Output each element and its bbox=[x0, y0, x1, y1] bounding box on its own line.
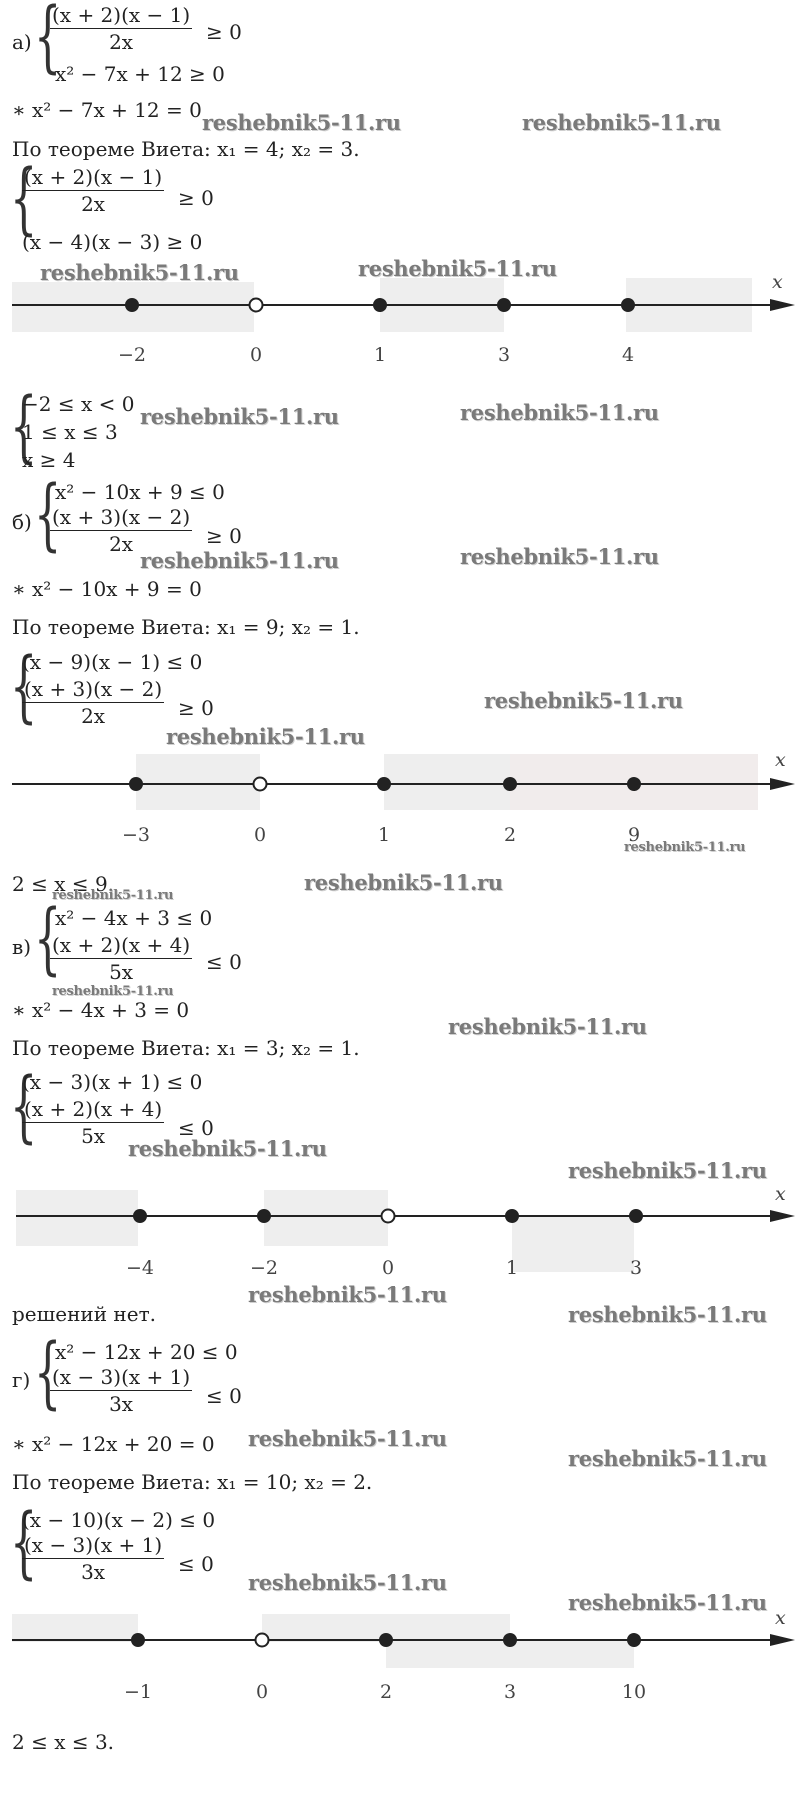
tick-label: 0 bbox=[253, 824, 267, 846]
number-line-a bbox=[0, 272, 809, 367]
watermark: reshebnik5-11.ru bbox=[248, 1570, 447, 1595]
fraction-denominator: 2x bbox=[109, 532, 134, 556]
watermark: reshebnik5-11.ru bbox=[248, 1282, 447, 1307]
aux-equation: ∗ x² − 4x + 3 = 0 bbox=[12, 998, 190, 1022]
system-brace: { bbox=[34, 894, 62, 984]
filled-point bbox=[503, 1633, 517, 1647]
tick-label: 10 bbox=[621, 1681, 647, 1703]
tick-label: −2 bbox=[249, 1257, 279, 1279]
system-brace: { bbox=[10, 1062, 38, 1152]
filled-point bbox=[257, 1209, 271, 1223]
fraction bbox=[50, 934, 192, 983]
system-line: (x − 9)(x − 1) ≤ 0 bbox=[22, 650, 203, 674]
open-point bbox=[382, 1210, 395, 1223]
aux-equation: ∗ x² − 7x + 12 = 0 bbox=[12, 98, 202, 122]
filled-point bbox=[373, 298, 387, 312]
relation: ≤ 0 bbox=[178, 1116, 214, 1140]
fraction bbox=[50, 1366, 192, 1415]
number-line-b bbox=[0, 752, 809, 847]
number-line-c bbox=[0, 1188, 809, 1288]
vieta-line: По теореме Виета: x₁ = 3; x₂ = 1. bbox=[12, 1036, 360, 1060]
system-brace: { bbox=[34, 0, 62, 82]
system-line: (x − 10)(x − 2) ≤ 0 bbox=[22, 1508, 216, 1532]
axis-variable: x bbox=[772, 272, 783, 293]
tick-label: −1 bbox=[123, 1681, 153, 1703]
watermark: reshebnik5-11.ru bbox=[460, 544, 659, 569]
watermark: reshebnik5-11.ru bbox=[568, 1158, 767, 1183]
tick-label: 2 bbox=[503, 824, 517, 846]
tick-label: 2 bbox=[379, 1681, 393, 1703]
tick-label: −2 bbox=[117, 344, 147, 366]
watermark: reshebnik5-11.ru bbox=[166, 724, 365, 749]
fraction-numerator: (x + 2)(x + 4) bbox=[52, 933, 191, 957]
watermark: reshebnik5-11.ru bbox=[624, 840, 746, 855]
watermark: reshebnik5-11.ru bbox=[52, 984, 174, 999]
watermark: reshebnik5-11.ru bbox=[140, 404, 339, 429]
fraction-numerator: (x − 3)(x + 1) bbox=[24, 1533, 163, 1557]
part-b-label: б) bbox=[12, 510, 32, 534]
axis-arrow bbox=[770, 1634, 795, 1646]
axis-variable: x bbox=[775, 752, 786, 771]
tick-label: 0 bbox=[249, 344, 263, 366]
system-line: (x − 4)(x − 3) ≥ 0 bbox=[22, 230, 203, 254]
tick-label: −4 bbox=[125, 1257, 155, 1279]
fraction-numerator: (x + 3)(x − 2) bbox=[52, 505, 191, 529]
watermark: reshebnik5-11.ru bbox=[522, 110, 721, 135]
fraction bbox=[22, 1534, 164, 1583]
watermark: reshebnik5-11.ru bbox=[568, 1590, 767, 1615]
filled-point bbox=[627, 777, 641, 791]
tick-label: 0 bbox=[381, 1257, 395, 1279]
filled-point bbox=[125, 298, 139, 312]
tick-label: 0 bbox=[255, 1681, 269, 1703]
part-a-label: а) bbox=[12, 30, 32, 54]
relation: ≤ 0 bbox=[206, 1384, 242, 1408]
axis-variable: x bbox=[775, 1612, 786, 1629]
system-brace: { bbox=[10, 154, 38, 244]
fraction-denominator: 5x bbox=[81, 1124, 106, 1148]
system-brace: { bbox=[10, 642, 38, 732]
watermark: reshebnik5-11.ru bbox=[304, 870, 503, 895]
system-brace: { bbox=[34, 470, 62, 560]
fraction-numerator: (x + 3)(x − 2) bbox=[24, 677, 163, 701]
tick-label: 9 bbox=[627, 824, 641, 846]
filled-point bbox=[503, 777, 517, 791]
relation: ≥ 0 bbox=[178, 186, 214, 210]
answer-d: 2 ≤ x ≤ 3. bbox=[12, 1730, 115, 1754]
open-point bbox=[250, 299, 263, 312]
tick-label: 1 bbox=[505, 1257, 519, 1279]
watermark: reshebnik5-11.ru bbox=[460, 400, 659, 425]
axis-arrow bbox=[770, 299, 795, 311]
system-line: x² − 4x + 3 ≤ 0 bbox=[55, 906, 213, 930]
fraction-denominator: 2x bbox=[81, 704, 106, 728]
filled-point bbox=[629, 1209, 643, 1223]
watermark: reshebnik5-11.ru bbox=[128, 1136, 327, 1161]
shaded-region bbox=[12, 1614, 138, 1642]
aux-equation: ∗ x² − 10x + 9 = 0 bbox=[12, 577, 202, 601]
relation: ≥ 0 bbox=[206, 524, 242, 548]
tick-label: 3 bbox=[497, 344, 511, 366]
system-line: x² − 7x + 12 ≥ 0 bbox=[55, 62, 225, 86]
part-d-label: г) bbox=[12, 1368, 31, 1392]
system-line: x² − 12x + 20 ≤ 0 bbox=[55, 1340, 238, 1364]
filled-point bbox=[129, 777, 143, 791]
watermark: reshebnik5-11.ru bbox=[52, 888, 174, 903]
tick-label: 3 bbox=[503, 1681, 517, 1703]
fraction-numerator: (x − 3)(x + 1) bbox=[52, 1365, 191, 1389]
watermark: reshebnik5-11.ru bbox=[484, 688, 683, 713]
filled-point bbox=[505, 1209, 519, 1223]
fraction-denominator: 5x bbox=[109, 960, 134, 984]
filled-point bbox=[627, 1633, 641, 1647]
axis-arrow bbox=[770, 778, 795, 790]
watermark: reshebnik5-11.ru bbox=[40, 260, 239, 285]
vieta-line: По теореме Виета: x₁ = 9; x₂ = 1. bbox=[12, 615, 360, 639]
fraction bbox=[22, 166, 164, 215]
tick-label: −3 bbox=[121, 824, 151, 846]
filled-point bbox=[379, 1633, 393, 1647]
open-point bbox=[256, 1634, 269, 1647]
relation: ≤ 0 bbox=[178, 1552, 214, 1576]
fraction-denominator: 2x bbox=[109, 30, 134, 54]
fraction-denominator: 3x bbox=[109, 1392, 134, 1416]
tick-label: 1 bbox=[373, 344, 387, 366]
vieta-line: По теореме Виета: x₁ = 4; x₂ = 3. bbox=[12, 137, 360, 161]
watermark: reshebnik5-11.ru bbox=[568, 1446, 767, 1471]
fraction-denominator: 3x bbox=[81, 1560, 106, 1584]
filled-point bbox=[377, 777, 391, 791]
axis-variable: x bbox=[775, 1188, 786, 1205]
fraction-numerator: (x + 2)(x − 1) bbox=[24, 165, 163, 189]
shaded-region bbox=[136, 754, 260, 810]
open-point bbox=[254, 778, 267, 791]
fraction-numerator: (x + 2)(x − 1) bbox=[52, 3, 191, 27]
axis-arrow bbox=[770, 1210, 795, 1222]
fraction-denominator: 2x bbox=[81, 192, 106, 216]
filled-point bbox=[621, 298, 635, 312]
system-brace: { bbox=[34, 1328, 62, 1418]
result-line: 1 ≤ x ≤ 3 bbox=[22, 420, 118, 444]
filled-point bbox=[133, 1209, 147, 1223]
filled-point bbox=[497, 298, 511, 312]
answer-c: решений нет. bbox=[12, 1302, 157, 1326]
tick-label: 4 bbox=[621, 344, 635, 366]
watermark: reshebnik5-11.ru bbox=[448, 1014, 647, 1039]
shaded-region bbox=[264, 1190, 388, 1246]
system-line: x² − 10x + 9 ≤ 0 bbox=[55, 480, 225, 504]
fraction bbox=[22, 678, 164, 727]
system-brace: { bbox=[10, 382, 38, 472]
vieta-line: По теореме Виета: x₁ = 10; x₂ = 2. bbox=[12, 1470, 373, 1494]
shaded-region bbox=[384, 754, 510, 810]
relation: ≤ 0 bbox=[206, 950, 242, 974]
result-line: x ≥ 4 bbox=[22, 448, 76, 472]
number-line-d bbox=[0, 1612, 809, 1712]
shaded-region bbox=[16, 1190, 138, 1246]
fraction-numerator: (x + 2)(x + 4) bbox=[24, 1097, 163, 1121]
relation: ≥ 0 bbox=[178, 696, 214, 720]
watermark: reshebnik5-11.ru bbox=[140, 548, 339, 573]
answer-b: 2 ≤ x ≤ 9. bbox=[12, 872, 115, 896]
watermark: reshebnik5-11.ru bbox=[248, 1426, 447, 1451]
shaded-region bbox=[512, 1216, 634, 1272]
part-c-label: в) bbox=[12, 935, 32, 959]
filled-point bbox=[131, 1633, 145, 1647]
result-line: −2 ≤ x < 0 bbox=[22, 392, 135, 416]
relation: ≥ 0 bbox=[206, 20, 242, 44]
system-brace: { bbox=[10, 1498, 38, 1588]
watermark: reshebnik5-11.ru bbox=[358, 256, 557, 281]
fraction bbox=[50, 4, 192, 53]
tick-label: 1 bbox=[377, 824, 391, 846]
watermark: reshebnik5-11.ru bbox=[568, 1302, 767, 1327]
watermark: reshebnik5-11.ru bbox=[202, 110, 401, 135]
system-line: (x − 3)(x + 1) ≤ 0 bbox=[22, 1070, 203, 1094]
tick-label: 3 bbox=[629, 1257, 643, 1279]
aux-equation: ∗ x² − 12x + 20 = 0 bbox=[12, 1432, 215, 1456]
